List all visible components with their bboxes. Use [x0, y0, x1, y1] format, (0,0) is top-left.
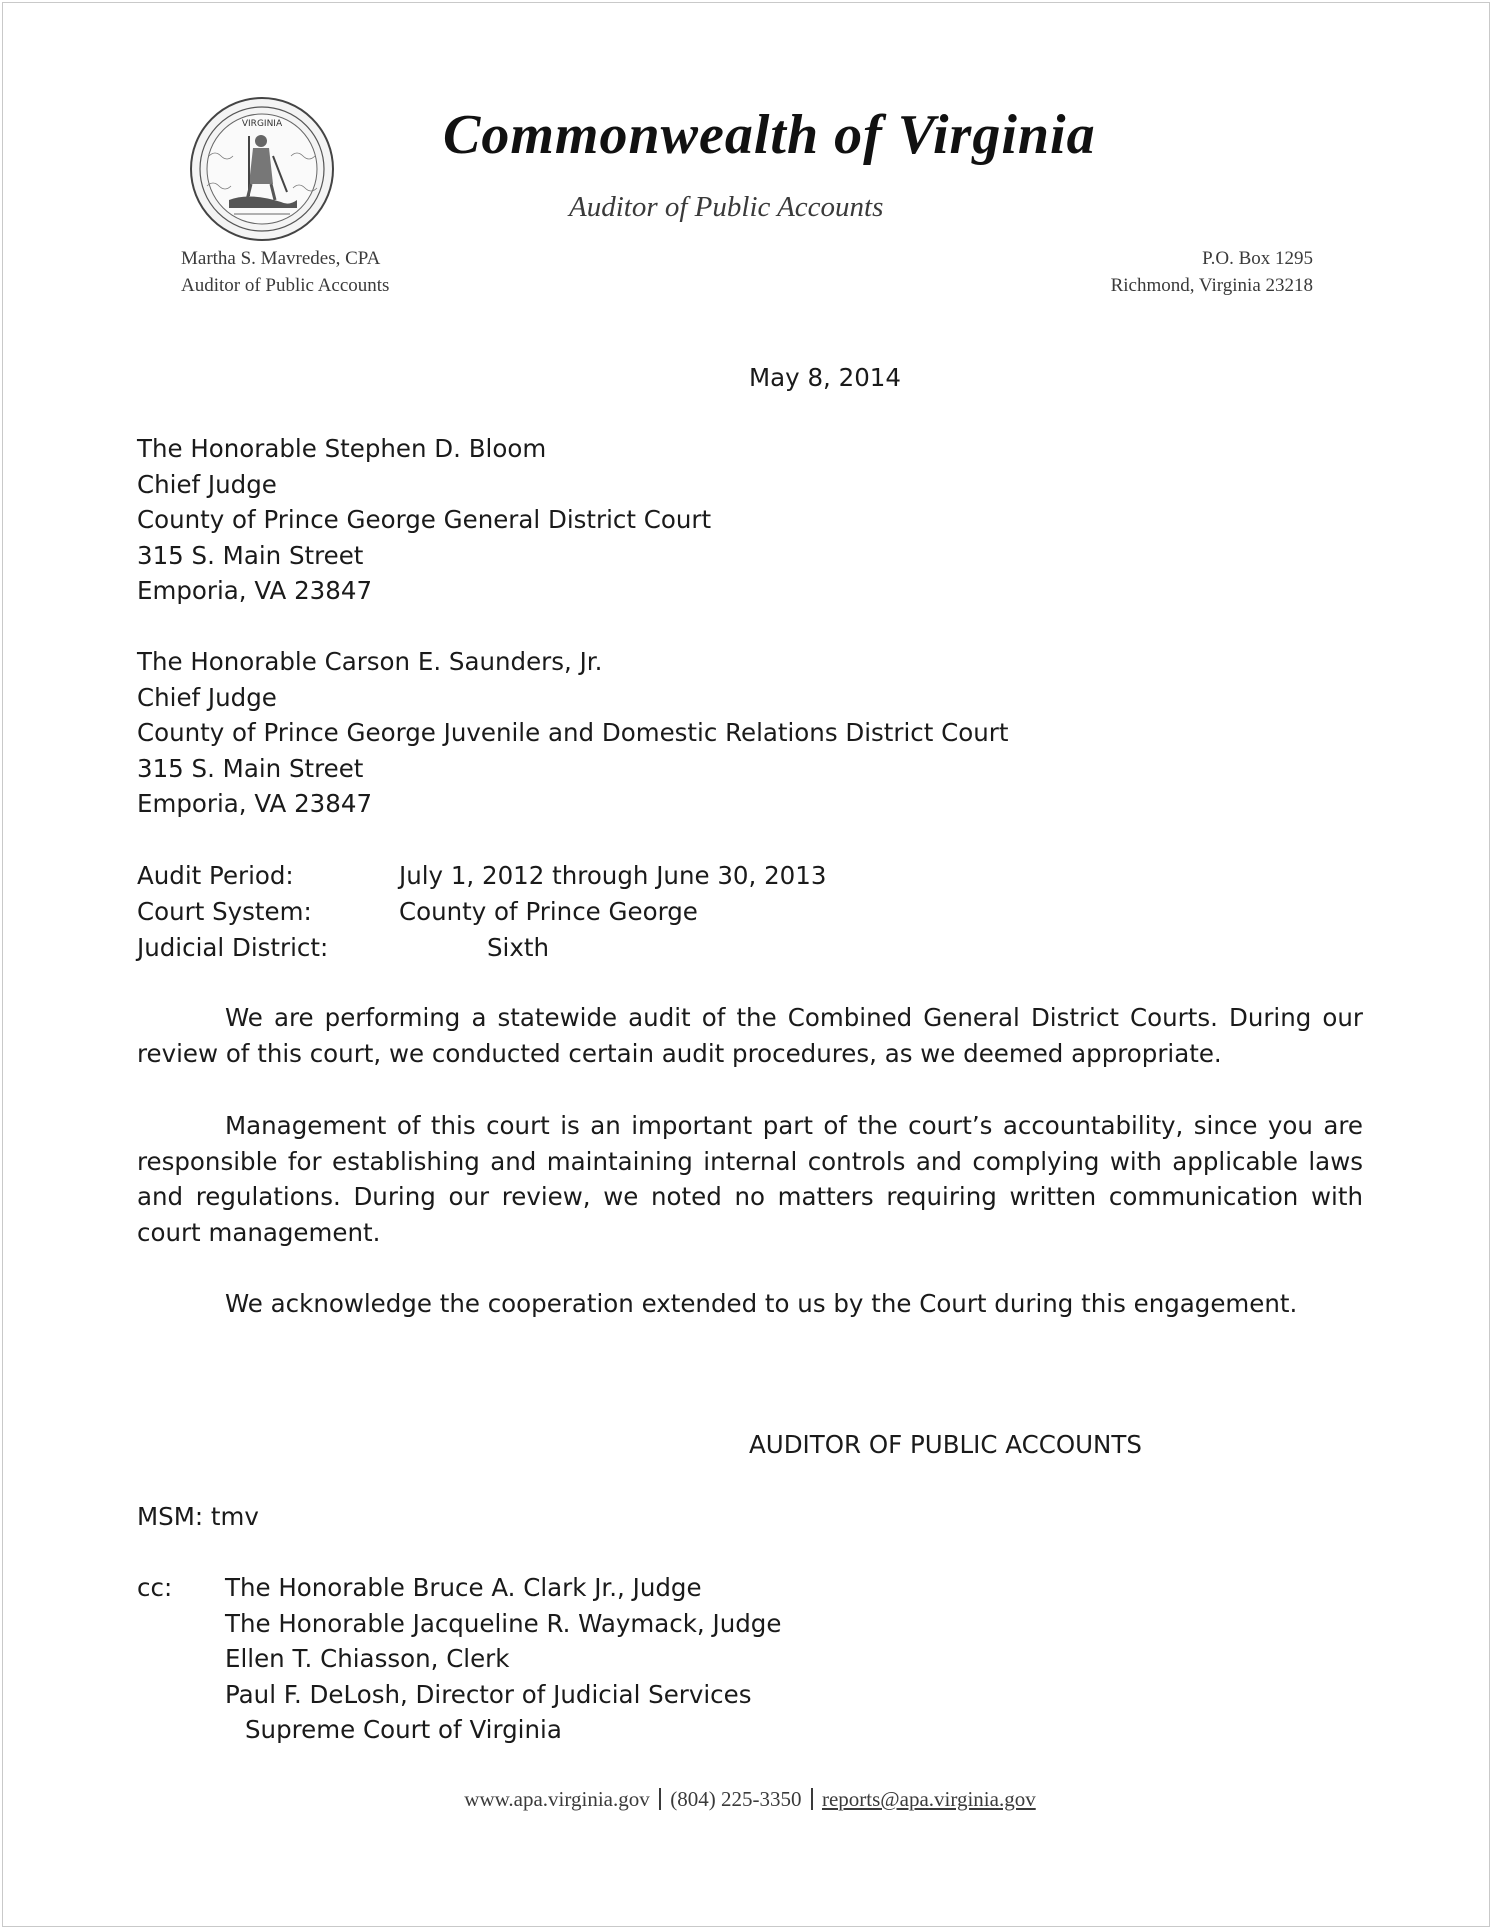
- city-state-zip: Richmond, Virginia 23218: [1110, 275, 1313, 296]
- court-system-label: Court System:: [137, 897, 312, 926]
- cc-recipient: Paul F. DeLosh, Director of Judicial Services: [225, 1679, 752, 1709]
- body-paragraph-2: Management of this court is an important part of the court’s accountability, since you are responsible for establishing and maintaining internal controls and complying with applicable laws and regulations. During our review, we noted no matters requiring written communication with court management.: [137, 1111, 1363, 1247]
- body-paragraph-1: We are performing a statewide audit of the Combined General District Courts. During our review of this court, we conducted certain audit procedures, as we deemed appropriate.: [137, 1003, 1363, 1068]
- judicial-district-value: Sixth: [487, 933, 549, 962]
- audit-period-value: July 1, 2012 through June 30, 2013: [399, 861, 827, 890]
- letterhead-title: Commonwealth of Virginia: [443, 104, 1096, 166]
- audit-period-label: Audit Period:: [137, 861, 294, 890]
- addressee-line: The Honorable Carson E. Saunders, Jr.: [137, 647, 603, 676]
- footer-contact: [3, 1787, 1494, 1812]
- addressee-line: 315 S. Main Street: [137, 540, 364, 570]
- addressee-line: 315 S. Main Street: [137, 753, 364, 783]
- footer-phone: (804) 225-3350: [670, 1787, 802, 1811]
- addressee-line: County of Prince George Juvenile and Domestic Relations District Court: [137, 718, 1009, 748]
- footer-email-link[interactable]: reports@apa.virginia.gov: [821, 1787, 1036, 1811]
- footer-website[interactable]: www.apa.virginia.gov: [464, 1787, 650, 1811]
- cc-recipient: The Honorable Jacqueline R. Waymack, Judge: [225, 1608, 782, 1638]
- auditor-title: Auditor of Public Accounts: [181, 275, 390, 296]
- cc-recipient-list: [225, 1570, 781, 1748]
- auditor-name-block: [181, 245, 389, 299]
- addressee-line: The Honorable Stephen D. Bloom: [137, 434, 547, 463]
- virginia-seal-icon: [189, 96, 335, 242]
- footer-divider: [811, 1788, 813, 1810]
- letterhead-subtitle: Auditor of Public Accounts: [569, 191, 884, 223]
- typist-initials: MSM: tmv: [137, 1502, 259, 1531]
- addressee-line: Emporia, VA 23847: [137, 789, 373, 819]
- cc-recipient-org: Supreme Court of Virginia: [245, 1715, 562, 1745]
- court-system-value: County of Prince George: [399, 897, 698, 926]
- letter-page: [2, 2, 1490, 1927]
- po-box: P.O. Box 1295: [1202, 248, 1313, 269]
- footer-divider: [659, 1788, 661, 1810]
- body-paragraph-3: We acknowledge the cooperation extended to us by the Court during this engagement.: [225, 1289, 1298, 1318]
- addressee-line: Emporia, VA 23847: [137, 576, 373, 606]
- svg-text:VIRGINIA: VIRGINIA: [241, 119, 283, 129]
- mailing-address-block: [1111, 245, 1313, 299]
- signature-block: AUDITOR OF PUBLIC ACCOUNTS: [749, 1430, 1142, 1459]
- addressee-block-1: [137, 431, 711, 609]
- cc-recipient: The Honorable Bruce A. Clark Jr., Judge: [225, 1573, 702, 1602]
- auditor-name: Martha S. Mavredes, CPA: [181, 248, 381, 269]
- cc-label: cc:: [137, 1573, 173, 1602]
- addressee-line: Chief Judge: [137, 682, 277, 712]
- letter-date: May 8, 2014: [749, 363, 901, 392]
- judicial-district-label: Judicial District:: [137, 933, 329, 962]
- addressee-line: County of Prince George General District Court: [137, 505, 712, 535]
- cc-recipient: Ellen T. Chiasson, Clerk: [225, 1644, 510, 1674]
- addressee-line: Chief Judge: [137, 469, 277, 499]
- addressee-block-2: [137, 644, 1008, 822]
